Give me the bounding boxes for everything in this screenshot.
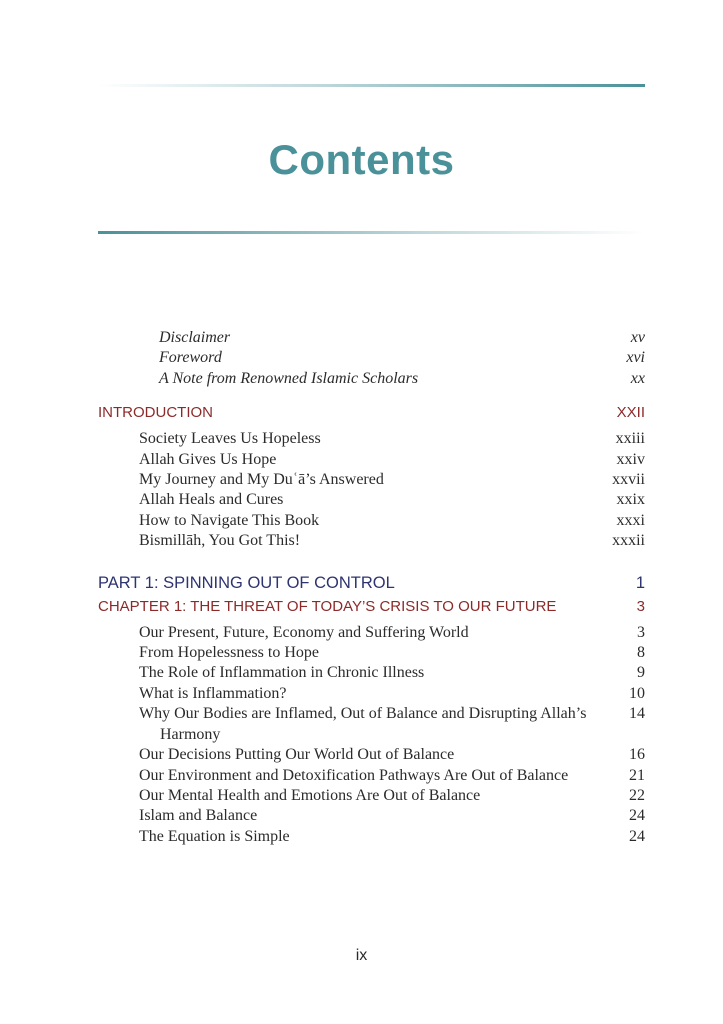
toc-entry-page: 8 (637, 644, 645, 662)
toc-entry-label: Foreword (159, 349, 222, 367)
toc-section-introduction[interactable] (98, 403, 645, 423)
toc-entry-label: Allah Gives Us Hope (139, 450, 277, 468)
toc-entry-page: xxvii (612, 471, 645, 489)
toc-entry-page: xv (630, 329, 645, 346)
toc-entry[interactable] (98, 786, 645, 806)
toc-entry-label: What is Inflammation? (139, 684, 287, 702)
toc-entry[interactable] (98, 745, 645, 765)
toc-entry-scholars-note[interactable] (98, 369, 645, 389)
table-of-contents (98, 328, 645, 847)
toc-entry-page: 24 (629, 827, 645, 845)
toc-part-1[interactable] (98, 572, 645, 594)
toc-entry[interactable] (98, 429, 645, 449)
section-page: XXII (616, 404, 645, 422)
toc-entry-label: Islam and Balance (139, 807, 258, 825)
toc-entry[interactable] (98, 643, 645, 663)
part-heading: PART 1: SPINNING OUT OF CONTROL (98, 573, 395, 592)
toc-entry-page: xxxi (616, 511, 645, 529)
toc-entry[interactable] (98, 663, 645, 683)
chapter-page: 3 (636, 597, 645, 615)
top-decorative-rule (98, 84, 645, 87)
toc-chapter-1[interactable] (98, 597, 645, 617)
toc-entry[interactable] (98, 827, 645, 847)
toc-entry-label: From Hopelessness to Hope (139, 644, 319, 662)
toc-entry-page: 22 (629, 786, 645, 804)
toc-entry[interactable] (98, 684, 645, 704)
bottom-decorative-rule (98, 231, 645, 234)
toc-entry-page: xx (630, 369, 645, 387)
toc-entry-label: The Equation is Simple (139, 827, 290, 845)
toc-entry-page: xxiii (615, 430, 645, 448)
toc-entry-label: Our Environment and Detoxification Pathways Are Out of Balance (139, 766, 569, 784)
toc-entry-foreword[interactable] (98, 348, 645, 368)
toc-entry-label: Allah Heals and Cures (139, 491, 284, 509)
toc-entry-label: Disclaimer (159, 329, 231, 346)
toc-entry-page: 14 (629, 705, 645, 723)
toc-entry[interactable] (98, 511, 645, 531)
page-number: ix (355, 947, 368, 964)
toc-entry[interactable] (98, 623, 645, 643)
toc-entry[interactable] (98, 470, 645, 490)
toc-entry-label: My Journey and My Duʿā’s Answered (139, 471, 384, 489)
toc-entry-page: 10 (629, 684, 645, 702)
toc-entry[interactable] (98, 806, 645, 826)
toc-entry-page: 9 (637, 664, 645, 682)
toc-entry-label: A Note from Renowned Islamic Scholars (159, 369, 419, 387)
toc-entry-label: Our Decisions Putting Our World Out of Balance (139, 746, 455, 764)
toc-entry-page: xxix (616, 491, 645, 509)
part-page: 1 (635, 573, 645, 592)
toc-entry[interactable] (98, 766, 645, 786)
toc-entry-label: Bismillāh, You Got This! (139, 532, 301, 550)
toc-entry-label: Our Present, Future, Economy and Suffering World (139, 623, 469, 641)
page-title: Contents (268, 136, 455, 183)
toc-entry-page: xxxii (612, 532, 645, 550)
toc-entry-label: Society Leaves Us Hopeless (139, 430, 321, 448)
toc-entry-label: The Role of Inflammation in Chronic Illness (139, 664, 425, 682)
toc-entry[interactable] (98, 490, 645, 510)
toc-entry-page: xvi (626, 349, 645, 367)
toc-entry-label: Our Mental Health and Emotions Are Out of Balance (139, 786, 481, 804)
toc-entry-page: xxiv (616, 450, 645, 468)
section-heading: INTRODUCTION (98, 404, 213, 422)
toc-entry[interactable] (98, 704, 645, 745)
toc-entry[interactable] (98, 450, 645, 470)
toc-entry-page: 24 (629, 807, 645, 825)
toc-entry-disclaimer[interactable] (98, 328, 645, 348)
toc-entry-label: Why Our Bodies are Inflamed, Out of Balance and Disrupting Allah’s Harmony (139, 705, 587, 743)
toc-entry[interactable] (98, 531, 645, 551)
chapter-heading: CHAPTER 1: THE THREAT OF TODAY’S CRISIS TO OUR FUTURE (98, 597, 557, 615)
toc-entry-page: 3 (637, 623, 645, 641)
toc-entry-label: How to Navigate This Book (139, 511, 320, 529)
toc-entry-page: 21 (629, 766, 645, 784)
toc-entry-page: 16 (629, 746, 645, 764)
